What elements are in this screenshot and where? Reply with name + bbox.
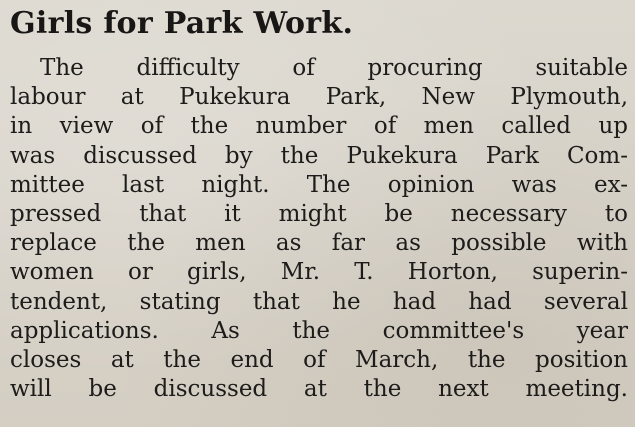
article-line: labour at Pukekura Park, New Plymouth, — [10, 84, 628, 111]
article-body — [10, 54, 628, 404]
article-line: tendent, stating that he had had several — [10, 288, 628, 315]
article-line: mittee last night. The opinion was ex- — [10, 171, 628, 198]
article-line: women or girls, Mr. T. Horton, superin- — [10, 259, 628, 286]
article-line: closes at the end of March, the position — [10, 346, 628, 373]
article-line: applications. As the committee's year — [10, 317, 628, 344]
article-line: was discussed by the Pukekura Park Com- — [10, 142, 628, 169]
headline: Girls for Park Work. — [10, 6, 354, 41]
article-line: The difficulty of procuring suitable — [40, 55, 628, 81]
article-line: will be discussed at the next meeting. — [10, 376, 628, 403]
article-line: in view of the number of men called up — [10, 113, 628, 140]
article-line: pressed that it might be necessary to — [10, 200, 628, 227]
article-line: replace the men as far as possible with — [10, 230, 628, 257]
